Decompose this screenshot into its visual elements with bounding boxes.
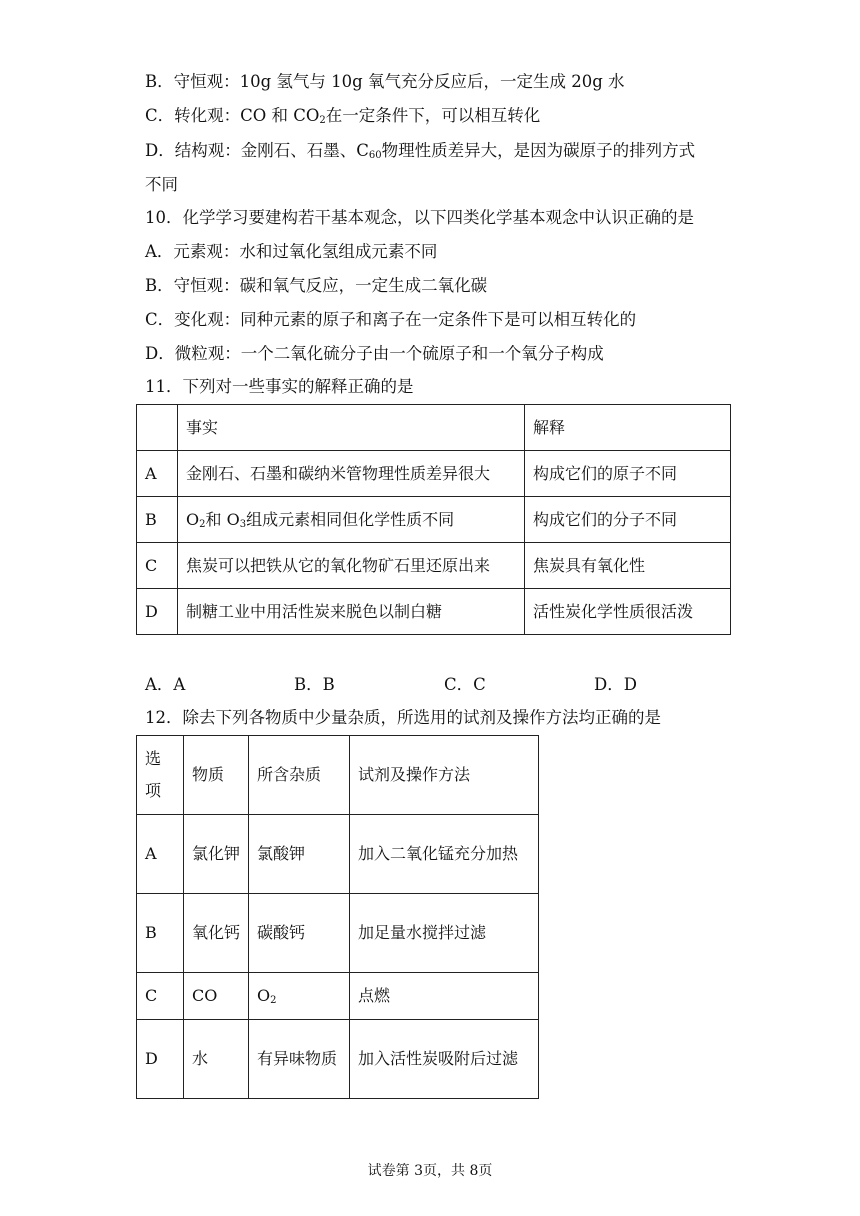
impurity-cell: 氯酸钾: [249, 815, 350, 894]
substance-cell: 水: [184, 1020, 249, 1099]
row-label: A: [137, 815, 184, 894]
q11-choice-d: D．D: [594, 675, 637, 694]
fact-o: O: [186, 509, 200, 529]
q9-option-d-post: 物理性质差异大，是因为碳原子的排列方式: [381, 141, 696, 160]
q11-header-row: [137, 405, 731, 451]
row-label: C: [137, 973, 184, 1020]
q12-table: [136, 735, 539, 1099]
q10-option-a: A．元素观：水和过氧化氢组成元素不同: [145, 242, 438, 261]
q11-header-explain: 解释: [525, 405, 731, 451]
q12-header-substance: 物质: [184, 736, 249, 815]
table-row: [137, 1020, 539, 1099]
q10-option-c: C．变化观：同种元素的原子和离子在一定条件下是可以相互转化的: [145, 310, 637, 329]
row-label: D: [137, 1020, 184, 1099]
explain-cell: 构成它们的原子不同: [525, 451, 731, 497]
method-cell: 加足量水搅拌过滤: [350, 894, 539, 973]
row-label: D: [137, 589, 178, 635]
table-row: [137, 589, 731, 635]
q9-option-d-sub: 60: [368, 150, 382, 161]
q11-choice-b: B．B: [294, 675, 335, 694]
q11-choice-a: A．A: [145, 675, 186, 694]
q12-header-method: 试剂及操作方法: [350, 736, 539, 815]
q11-stem: 11．下列对一些事实的解释正确的是: [145, 377, 414, 396]
substance-cell: 氧化钙: [184, 894, 249, 973]
q9-option-b: B．守恒观：10g 氢气与 10g 氧气充分反应后，一定生成 20g 水: [145, 72, 625, 91]
fact-cell: 制糖工业中用活性炭来脱色以制白糖: [178, 589, 525, 635]
fact-sub2: 3: [239, 518, 247, 530]
explain-cell: 焦炭具有氧化性: [525, 543, 731, 589]
row-label: B: [137, 894, 184, 973]
q10-option-b: B．守恒观：碳和氧气反应，一定生成二氧化碳: [145, 276, 488, 295]
q10-option-d: D．微粒观：一个二氧化硫分子由一个硫原子和一个氧分子构成: [145, 344, 604, 363]
row-label: C: [137, 543, 178, 589]
explain-cell: 活性炭化学性质很活泼: [525, 589, 731, 635]
q12-header-option: 选项: [137, 736, 184, 815]
fact-cell: [178, 497, 525, 543]
q12-header-row: [137, 736, 539, 815]
q9-option-d: [145, 139, 695, 163]
q11-table: [136, 404, 731, 635]
impurity-cell: 碳酸钙: [249, 894, 350, 973]
table-row: [137, 497, 731, 543]
impurity-cell: [249, 973, 350, 1020]
row-label: B: [137, 497, 178, 543]
q11-header-empty: [137, 405, 178, 451]
table-row: [137, 973, 539, 1020]
q9-option-d-pre: D．结构观：金刚石、石墨、C: [145, 141, 369, 160]
page-footer: 试卷第 3页，共 8页: [367, 1163, 493, 1179]
fact-post: 组成元素相同但化学性质不同: [246, 509, 455, 529]
q10-stem: 10．化学学习要建构若干基本观念，以下四类化学基本观念中认识正确的是: [145, 208, 694, 227]
q12-header-impurity: 所含杂质: [249, 736, 350, 815]
method-cell: 加入二氧化锰充分加热: [350, 815, 539, 894]
fact-cell: 焦炭可以把铁从它的氧化物矿石里还原出来: [178, 543, 525, 589]
table-row: [137, 815, 539, 894]
fact-sub1: 2: [199, 518, 206, 530]
method-cell: 点燃: [350, 973, 539, 1020]
substance-cell: CO: [184, 973, 249, 1020]
q9-option-c: [145, 104, 540, 128]
table-row: [137, 894, 539, 973]
q12-stem: 12．除去下列各物质中少量杂质，所选用的试剂及操作方法均正确的是: [145, 708, 661, 727]
table-row: [137, 451, 731, 497]
substance-cell: 氯化钾: [184, 815, 249, 894]
fact-mid: 和 O: [205, 509, 240, 529]
q11-choice-c: C．C: [444, 675, 486, 694]
table-row: [137, 543, 731, 589]
explain-cell: 构成它们的分子不同: [525, 497, 731, 543]
q9-option-c-pre: C．转化观：CO 和 CO: [145, 106, 320, 125]
impurity-sub: 2: [270, 995, 277, 1006]
q9-option-d-cont: 不同: [145, 175, 178, 194]
q9-option-c-sub: 2: [319, 115, 326, 126]
impurity-o: O: [257, 986, 271, 1005]
impurity-cell: 有异味物质: [249, 1020, 350, 1099]
q9-option-c-post: 在一定条件下，可以相互转化: [325, 106, 541, 125]
q11-header-fact: 事实: [178, 405, 525, 451]
row-label: A: [137, 451, 178, 497]
method-cell: 加入活性炭吸附后过滤: [350, 1020, 539, 1099]
fact-cell: 金刚石、石墨和碳纳米管物理性质差异很大: [178, 451, 525, 497]
